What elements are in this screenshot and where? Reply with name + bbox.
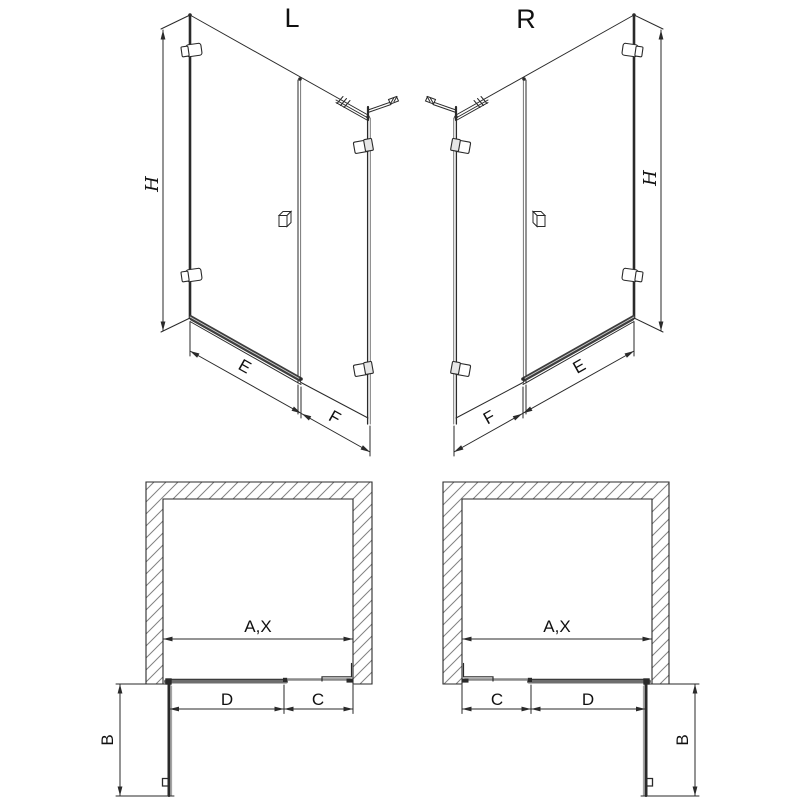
dim-label-c-left: C <box>311 690 325 709</box>
dim-label-f-right: F <box>480 406 499 429</box>
plan-right-walls <box>443 482 669 684</box>
dim-label-height-left: H <box>142 176 163 192</box>
dim-label-d-left: D <box>220 690 234 709</box>
plan-left-walls <box>146 482 372 684</box>
dim-label-c-right: C <box>490 690 504 709</box>
dim-label-f-left: F <box>325 406 344 429</box>
dim-label-b-right: B <box>673 734 692 746</box>
elevation-left-view <box>161 13 399 456</box>
elevation-right-view <box>426 13 664 456</box>
dim-label-opening-left: A,X <box>244 617 272 636</box>
variant-label-left: L <box>284 3 300 33</box>
dim-label-b-left: B <box>98 734 117 746</box>
dim-label-e-left: E <box>235 355 255 378</box>
dim-label-e-right: E <box>569 355 589 378</box>
dim-label-opening-right: A,X <box>543 617 571 636</box>
dim-label-height-right: H <box>640 170 661 186</box>
dim-label-d-right: D <box>581 690 595 709</box>
variant-label-right: R <box>516 4 536 34</box>
